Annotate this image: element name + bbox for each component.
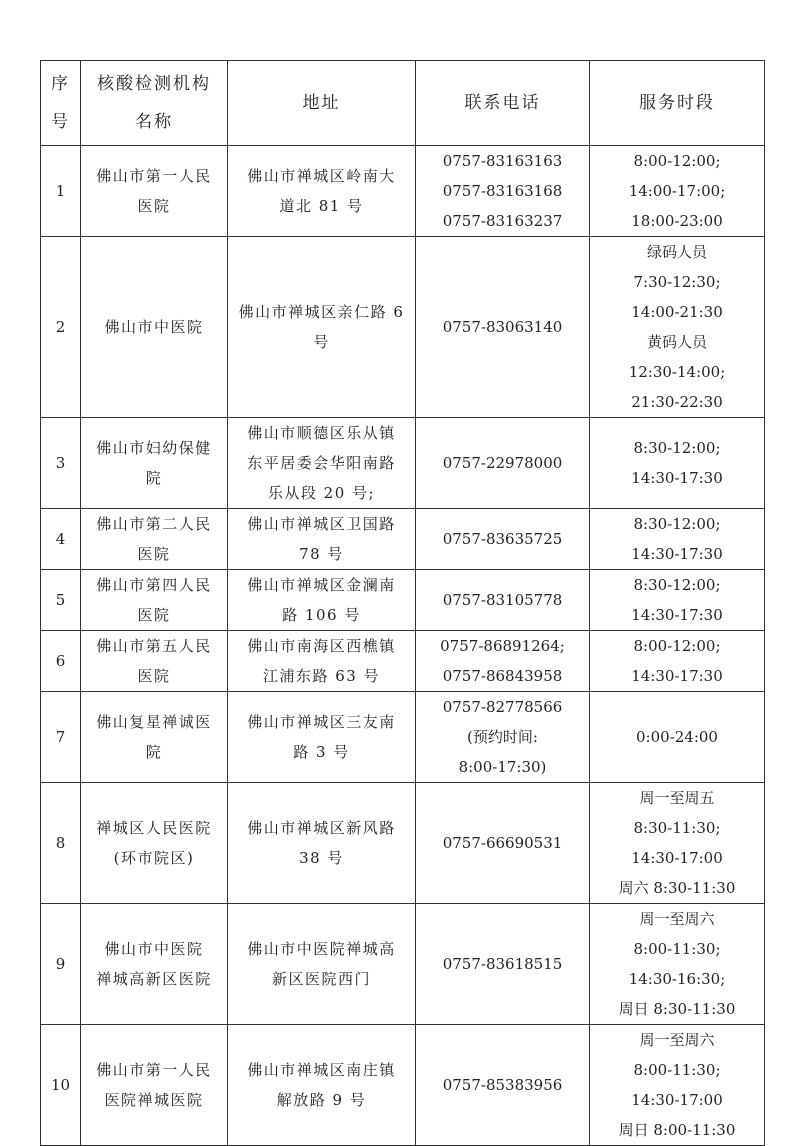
org-name-cell-line: 佛山市第二人民 xyxy=(96,515,212,533)
address-cell-line: 38 号 xyxy=(299,849,344,867)
seq-cell: 9 xyxy=(41,904,81,1025)
phone-cell-line: 0757-86891264; xyxy=(440,637,565,655)
org-name-cell xyxy=(81,418,228,509)
phone-cell xyxy=(416,418,590,509)
seq-cell: 8 xyxy=(41,783,81,904)
address-cell-line: 新区医院西门 xyxy=(271,970,371,988)
service-time-cell-line: 14:30-17:00 xyxy=(631,849,723,867)
service-time-cell-line: 14:30-16:30; xyxy=(628,970,726,988)
org-name-cell xyxy=(81,1025,228,1146)
address-cell-line: 佛山市禅城区南庄镇 xyxy=(247,1061,396,1079)
org-name-cell-line: 医院 xyxy=(137,545,171,563)
org-name-cell-line: 佛山市第五人民 xyxy=(96,637,212,655)
org-name-cell-line: 医院 xyxy=(137,606,171,624)
phone-cell xyxy=(416,237,590,418)
header-org-line: 名称 xyxy=(135,112,173,132)
service-time-cell xyxy=(590,418,765,509)
phone-cell-line: 0757-86843958 xyxy=(442,667,563,685)
service-time-cell xyxy=(590,570,765,631)
address-cell-line: 佛山市禅城区卫国路 xyxy=(247,515,396,533)
phone-cell-line: 0757-83105778 xyxy=(442,591,563,609)
phone-cell-line: 0757-83163163 xyxy=(442,152,563,170)
service-time-cell-line: 周一至周六 xyxy=(639,1031,715,1049)
address-cell-line: 道北 81 号 xyxy=(279,197,364,215)
table-row xyxy=(41,904,765,1025)
table-row xyxy=(41,570,765,631)
service-time-cell-line: 周一至周六 xyxy=(639,910,715,928)
address-cell-line: 路 3 号 xyxy=(293,743,350,761)
org-name-cell xyxy=(81,631,228,692)
phone-cell-line: 0757-85383956 xyxy=(442,1076,563,1094)
service-time-cell xyxy=(590,237,765,418)
address-cell xyxy=(228,570,416,631)
address-cell-line: 佛山市禅城区岭南大 xyxy=(247,167,396,185)
seq-cell: 4 xyxy=(41,509,81,570)
org-name-cell-line: 禅城高新区医院 xyxy=(96,970,212,988)
header-address: 地址 xyxy=(228,61,416,146)
address-cell-line: 佛山市禅城区亲仁路 6 xyxy=(238,303,405,321)
address-cell-line: 佛山市禅城区金澜南 xyxy=(247,576,396,594)
org-name-cell-line: 院 xyxy=(145,743,163,761)
org-name-cell-line: 佛山市第四人民 xyxy=(96,576,212,594)
address-cell-line: 解放路 9 号 xyxy=(276,1091,367,1109)
address-cell xyxy=(228,631,416,692)
service-time-cell xyxy=(590,904,765,1025)
address-cell-line: 江浦东路 63 号 xyxy=(262,667,381,685)
org-name-cell-line: 佛山复星禅诚医 xyxy=(96,713,212,731)
phone-cell xyxy=(416,509,590,570)
address-cell-line: 78 号 xyxy=(299,545,344,563)
header-seq-line: 序 xyxy=(51,74,70,94)
header-service-time: 服务时段 xyxy=(590,61,765,146)
address-cell-line: 佛山市中医院禅城高 xyxy=(247,940,396,958)
address-cell-line: 佛山市顺德区乐从镇 xyxy=(247,424,396,442)
seq-cell: 5 xyxy=(41,570,81,631)
service-time-cell-line: 14:30-17:30 xyxy=(631,469,723,487)
seq-cell: 7 xyxy=(41,692,81,783)
service-time-cell-line: 14:30-17:00 xyxy=(631,1091,723,1109)
table-row xyxy=(41,237,765,418)
address-cell xyxy=(228,904,416,1025)
org-name-cell-line: 医院 xyxy=(137,197,171,215)
service-time-cell-line: 14:30-17:30 xyxy=(631,606,723,624)
header-phone: 联系电话 xyxy=(416,61,590,146)
seq-cell: 1 xyxy=(41,146,81,237)
table-row xyxy=(41,631,765,692)
service-time-cell-line: 周日 8:30-11:30 xyxy=(618,1000,736,1018)
phone-cell-line: 0757-22978000 xyxy=(442,454,563,472)
seq-cell: 2 xyxy=(41,237,81,418)
service-time-cell-line: 8:30-11:30; xyxy=(633,819,721,837)
service-time-cell-line: 14:00-17:00; xyxy=(628,182,726,200)
table-body xyxy=(41,146,765,1146)
service-time-cell-line: 8:00-11:30; xyxy=(633,1061,721,1079)
service-time-cell xyxy=(590,783,765,904)
org-name-cell-line: 禅城区人民医院 xyxy=(96,819,212,837)
service-time-cell xyxy=(590,509,765,570)
service-time-cell-line: 8:30-12:00; xyxy=(633,439,721,457)
address-cell-line: 佛山市禅城区新风路 xyxy=(247,819,396,837)
header-row xyxy=(41,61,765,146)
service-time-cell-line: 18:00-23:00 xyxy=(631,212,723,230)
org-name-cell xyxy=(81,692,228,783)
table-row xyxy=(41,418,765,509)
seq-cell: 10 xyxy=(41,1025,81,1146)
phone-cell xyxy=(416,1025,590,1146)
service-time-cell-line: 8:00-12:00; xyxy=(633,152,721,170)
phone-cell-line: 8:00-17:30) xyxy=(458,758,547,776)
service-time-cell-line: 7:30-12:30; xyxy=(633,273,721,291)
org-name-cell-line: 佛山市中医院 xyxy=(104,940,204,958)
service-time-cell-line: 周日 8:00-11:30 xyxy=(618,1121,736,1139)
header-org-line: 核酸检测机构 xyxy=(97,74,211,94)
seq-cell: 3 xyxy=(41,418,81,509)
phone-cell xyxy=(416,570,590,631)
org-name-cell xyxy=(81,509,228,570)
org-name-cell-line: 佛山市第一人民 xyxy=(96,167,212,185)
service-time-cell-line: 周六 8:30-11:30 xyxy=(618,879,736,897)
service-time-cell-line: 8:30-12:00; xyxy=(633,576,721,594)
org-name-cell-line: (环市院区) xyxy=(113,849,195,867)
phone-cell-line: 0757-83063140 xyxy=(442,318,563,336)
phone-cell-line: 0757-82778566 xyxy=(442,698,563,716)
table-row xyxy=(41,1025,765,1146)
phone-cell xyxy=(416,631,590,692)
org-name-cell xyxy=(81,146,228,237)
address-cell xyxy=(228,783,416,904)
address-cell-line: 佛山市南海区西樵镇 xyxy=(247,637,396,655)
table-row xyxy=(41,146,765,237)
service-time-cell-line: 黄码人员 xyxy=(646,333,707,351)
service-time-cell-line: 12:30-14:00; xyxy=(628,363,726,381)
header-seq xyxy=(41,61,81,146)
service-time-cell-line: 0:00-24:00 xyxy=(636,728,718,746)
service-time-cell-line: 14:30-17:30 xyxy=(631,545,723,563)
phone-cell xyxy=(416,692,590,783)
address-cell-line: 号 xyxy=(313,333,330,351)
service-time-cell-line: 21:30-22:30 xyxy=(631,393,723,411)
service-time-cell xyxy=(590,692,765,783)
org-name-cell xyxy=(81,904,228,1025)
service-time-cell-line: 绿码人员 xyxy=(646,243,707,261)
phone-cell-line: 0757-83163237 xyxy=(442,212,563,230)
service-time-cell xyxy=(590,146,765,237)
address-cell xyxy=(228,237,416,418)
service-time-cell xyxy=(590,631,765,692)
address-cell xyxy=(228,692,416,783)
service-time-cell-line: 14:00-21:30 xyxy=(631,303,723,321)
address-cell-line: 乐从段 20 号; xyxy=(267,484,376,502)
service-time-cell-line: 8:00-11:30; xyxy=(633,940,721,958)
phone-cell-line: (预约时间: xyxy=(467,728,538,746)
header-org xyxy=(81,61,228,146)
phone-cell xyxy=(416,146,590,237)
table-row xyxy=(41,509,765,570)
service-time-cell-line: 14:30-17:30 xyxy=(631,667,723,685)
org-name-cell-line: 医院 xyxy=(137,667,171,685)
testing-sites-table xyxy=(40,60,765,1146)
service-time-cell-line: 8:30-12:00; xyxy=(633,515,721,533)
org-name-cell xyxy=(81,237,228,418)
phone-cell-line: 0757-83635725 xyxy=(442,530,563,548)
table-row xyxy=(41,783,765,904)
service-time-cell-line: 8:00-12:00; xyxy=(633,637,721,655)
address-cell xyxy=(228,1025,416,1146)
address-cell xyxy=(228,509,416,570)
org-name-cell-line: 佛山市妇幼保健 xyxy=(96,439,212,457)
org-name-cell-line: 佛山市中医院 xyxy=(104,318,204,336)
phone-cell-line: 0757-83163168 xyxy=(442,182,563,200)
org-name-cell xyxy=(81,570,228,631)
org-name-cell-line: 佛山市第一人民 xyxy=(96,1061,212,1079)
header-seq-line: 号 xyxy=(51,112,70,132)
org-name-cell-line: 院 xyxy=(145,469,163,487)
phone-cell xyxy=(416,783,590,904)
phone-cell-line: 0757-66690531 xyxy=(442,834,563,852)
org-name-cell-line: 医院禅城医院 xyxy=(104,1091,204,1109)
org-name-cell xyxy=(81,783,228,904)
phone-cell xyxy=(416,904,590,1025)
address-cell-line: 路 106 号 xyxy=(282,606,361,624)
seq-cell: 6 xyxy=(41,631,81,692)
service-time-cell xyxy=(590,1025,765,1146)
table-row xyxy=(41,692,765,783)
address-cell-line: 佛山市禅城区三友南 xyxy=(247,713,396,731)
address-cell xyxy=(228,418,416,509)
service-time-cell-line: 周一至周五 xyxy=(639,789,715,807)
address-cell-line: 东平居委会华阳南路 xyxy=(247,454,396,472)
address-cell xyxy=(228,146,416,237)
phone-cell-line: 0757-83618515 xyxy=(442,955,563,973)
